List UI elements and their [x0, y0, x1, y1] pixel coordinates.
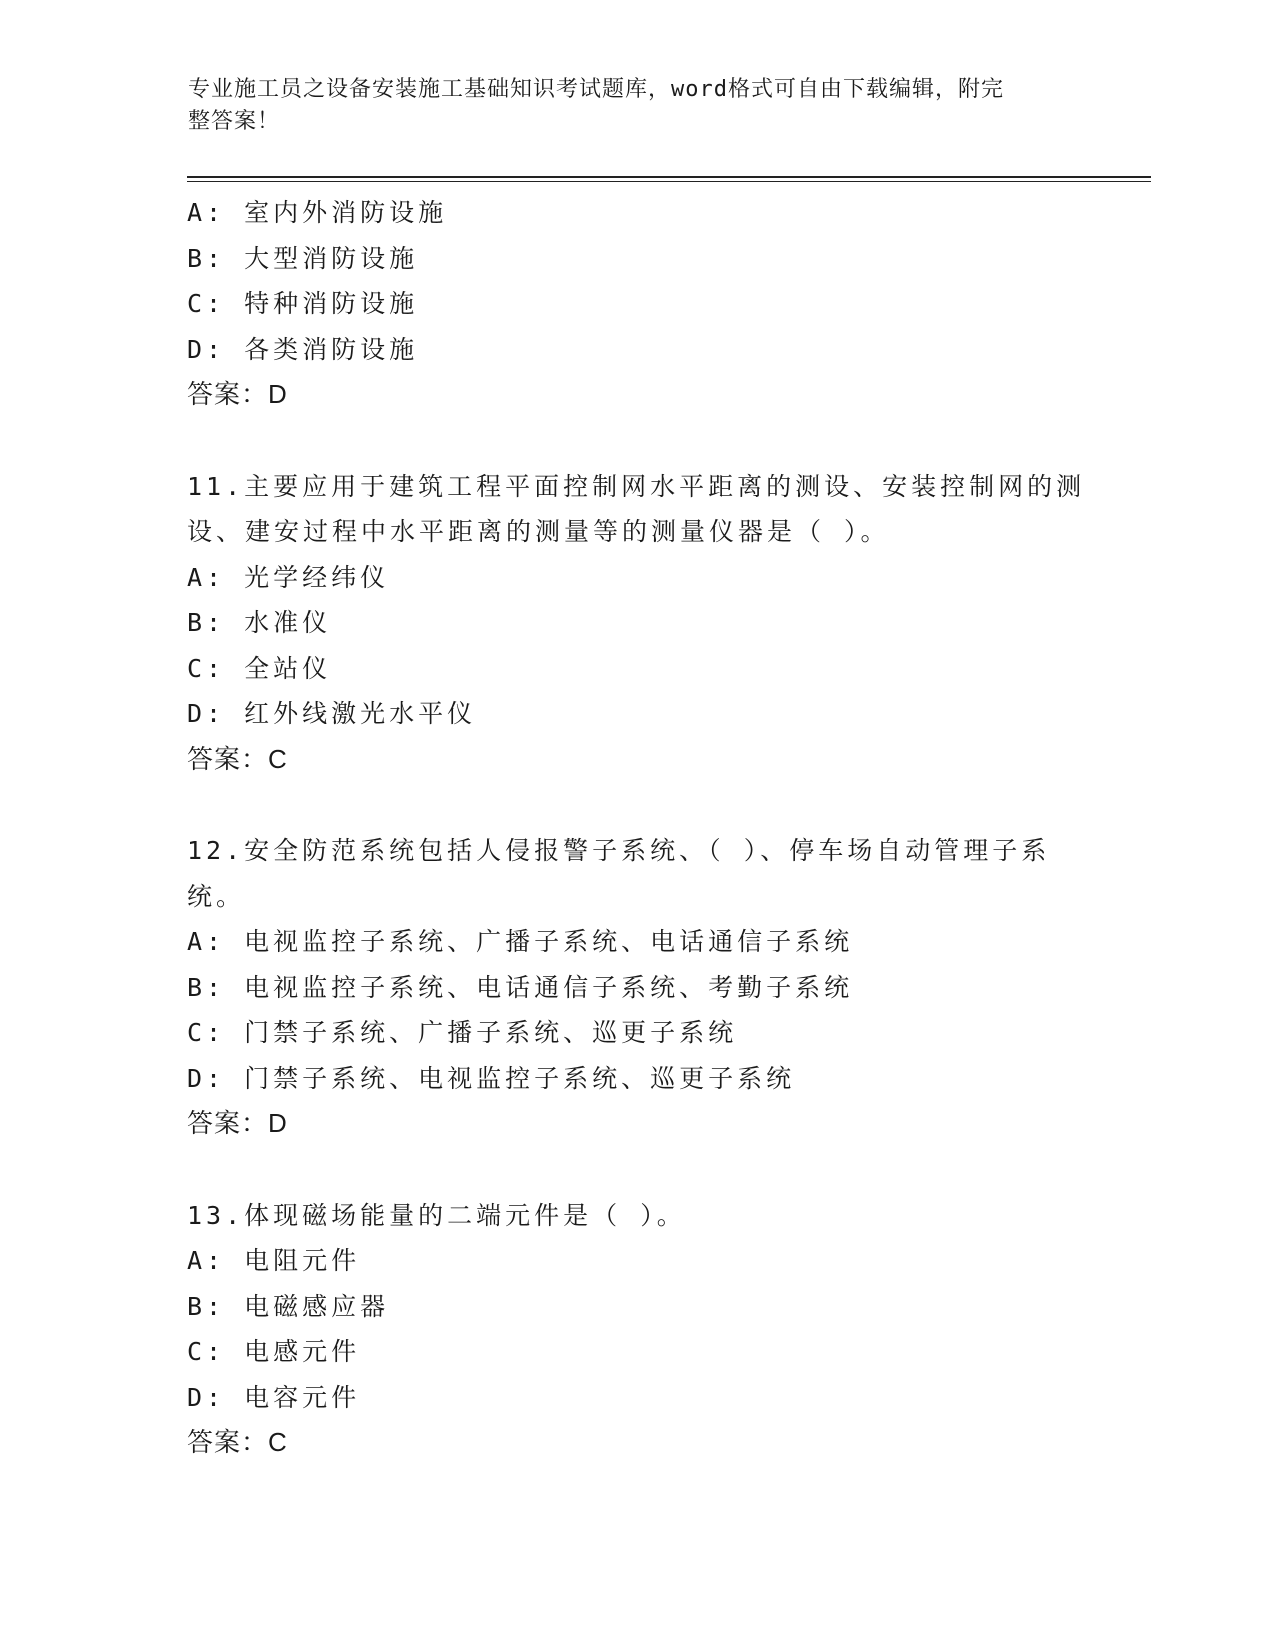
answer: 答案：C: [187, 1427, 288, 1457]
header-divider-thick: [187, 176, 1151, 178]
question-12: [187, 828, 1087, 1147]
option-b: B: 电视监控子系统、电话通信子系统、考勤子系统: [187, 972, 854, 1002]
option-c: C: 全站仪: [187, 653, 332, 683]
question-spacer: [187, 418, 1087, 464]
answer: 答案：C: [187, 743, 288, 774]
question-stem: 11.主要应用于建筑工程平面控制网水平距离的测设、安装控制网的测: [187, 471, 1086, 501]
option-a: A: 电阻元件: [187, 1246, 361, 1275]
option-c: C: 门禁子系统、广播子系统、巡更子系统: [187, 1018, 738, 1047]
question-stem-continued: 设、建安过程中水平距离的测量等的测量仪器是（ ）。: [187, 517, 890, 546]
option-d: D: 电容元件: [187, 1382, 361, 1412]
question-stem-continued: 统。: [187, 881, 246, 911]
option-a: A: 室内外消防设施: [187, 198, 448, 227]
option-a: A: 光学经纬仪: [187, 562, 390, 592]
option-d: D: 各类消防设施: [187, 334, 419, 364]
option-d: D: 门禁子系统、电视监控子系统、巡更子系统: [187, 1063, 796, 1093]
question-10: [187, 190, 1087, 418]
option-d: D: 红外线激光水平仪: [187, 699, 477, 728]
document-header: [188, 74, 1078, 138]
question-stem: 13.体现磁场能量的二端元件是（ ）。: [187, 1200, 686, 1230]
question-stem: 12.安全防范系统包括人侵报警子系统、（ ）、停车场自动管理子系: [187, 836, 1051, 865]
option-c: C: 电感元件: [187, 1337, 361, 1366]
question-spacer: [187, 1147, 1087, 1193]
header-line-2: 整答案！: [188, 109, 281, 134]
question-list: [187, 190, 1087, 1466]
option-a: A: 电视监控子系统、广播子系统、电话通信子系统: [187, 927, 854, 956]
question-11: [187, 464, 1087, 783]
question-spacer: [187, 782, 1087, 828]
option-b: B: 水准仪: [187, 608, 332, 637]
option-b: B: 电磁感应器: [187, 1291, 390, 1321]
header-divider-thin: [187, 181, 1151, 182]
option-b: B: 大型消防设施: [187, 243, 419, 273]
option-c: C: 特种消防设施: [187, 289, 419, 318]
answer: 答案：D: [187, 379, 288, 409]
header-line-1: 专业施工员之设备安装施工基础知识考试题库，word格式可自由下载编辑，附完: [188, 77, 1004, 102]
answer: 答案：D: [187, 1108, 288, 1138]
question-13: [187, 1193, 1087, 1466]
